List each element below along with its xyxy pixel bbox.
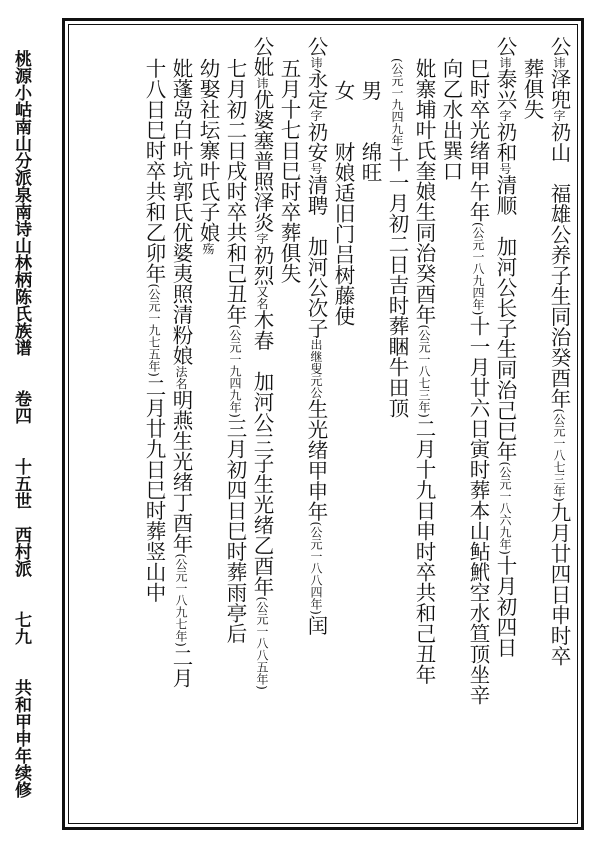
body-text: 十月初四日 [493, 554, 517, 658]
annotation-text: 号 [309, 162, 323, 175]
annotation-text: 字 [255, 232, 269, 245]
body-text: 闰 [304, 614, 328, 636]
body-text: 妣寨埔叶氏奎娘生同治癸酉年 [412, 58, 436, 325]
page-number: 七九 [11, 610, 31, 645]
body-text: 十一月初二日吉时葬睏牛田顶 [385, 151, 409, 418]
annotation-text: (公元一八九四年) [471, 222, 485, 316]
text-column [194, 36, 221, 816]
body-text: 公 [304, 36, 328, 57]
annotation-text: 字 [552, 109, 566, 122]
annotation-text: (公元一八八五年) [255, 596, 269, 690]
column-prefix: 公 [250, 36, 274, 57]
body-text: 礽和 [493, 121, 517, 163]
body-text: 公 [493, 36, 517, 57]
text-column [302, 36, 329, 816]
text-column [221, 36, 248, 816]
text-column [383, 36, 410, 816]
annotation-text: 讳 [255, 77, 269, 89]
body-text: 优婆塞普照泽炎 [250, 89, 274, 233]
body-text: 十八日巳时卒共和乙卯年 [142, 58, 166, 284]
annotation-text: 字 [498, 109, 512, 122]
body-text: 七月初二日戌时卒共和己丑年 [223, 58, 247, 325]
annotation-text: 讳 [552, 56, 566, 69]
body-text: 五月十七日巳时卒葬俱失 [277, 58, 301, 284]
annotation-text: (公元一九四九年) [228, 324, 242, 418]
body-text: 公 [547, 36, 571, 57]
text-column [248, 36, 275, 816]
annotation-text: 又名 [255, 285, 269, 310]
annotation-text: 字 [309, 109, 323, 122]
text-column [329, 36, 356, 816]
body-text: 妣 [250, 56, 274, 77]
edition-label: 共和甲申年续修 [11, 678, 31, 798]
body-text: 幼娶社坛寨叶氏子娘 [196, 58, 220, 243]
body-text: 永定 [304, 68, 328, 110]
annotation-text: (公元一八九七年) [174, 553, 188, 647]
annotation-text: (公元一八七三年) [552, 408, 566, 502]
text-column [518, 36, 545, 816]
annotation-text: 法名 [174, 365, 188, 390]
text-column [167, 36, 194, 816]
annotation-text: 讳 [309, 56, 323, 69]
body-text: 木春 加河公三子生光绪乙酉年 [250, 309, 274, 597]
body-text: 二月十九日申时卒共和己丑年 [412, 417, 436, 685]
page-margin-header [10, 50, 32, 826]
text-column [275, 36, 302, 816]
text-column [140, 36, 167, 816]
body-text: 妣蓬岛白叶坑郭氏优婆夷照清粉娘 [169, 58, 193, 366]
body-text: 清聘 加河公次子 [304, 174, 328, 339]
body-text: 明燕生光绪丁酉年 [169, 389, 193, 554]
text-column [491, 36, 518, 816]
annotation-text: (公元一九七五年) [147, 283, 161, 377]
body-text: 礽山 福雄公养子生同治癸酉年 [547, 121, 571, 409]
annotation-text: 讳 [498, 56, 512, 69]
body-text: 二月廿九日巳时葬竖山中 [142, 376, 166, 603]
text-column [356, 36, 383, 816]
body-text: 清顺 加河公长子生同治己巳年 [493, 174, 517, 462]
annotation-text: (公元一八六九年) [498, 461, 512, 555]
body-text: 向乙水出巽口 [439, 58, 463, 181]
body-text: 巳时卒光绪甲午年 [466, 58, 490, 222]
annotation-text: 号 [498, 162, 512, 175]
body-text: 男 绵旺 [358, 80, 382, 183]
annotation-text: 出继叟元公 [309, 338, 323, 399]
body-text: 生光绪甲申年 [304, 398, 328, 522]
body-text: 九月廿四日申时卒 [547, 501, 571, 666]
text-column [545, 36, 572, 816]
annotation-text: (公元一九四九年) [390, 58, 404, 152]
body-text: 女 财娘适旧门吕树藤使 [331, 80, 355, 326]
body-text: 十一月廿六日寅时葬本山鲇鮘空水笪顶坐辛 [466, 315, 490, 705]
body-text: 三月初四日巳时葬雨亭后 [223, 417, 247, 644]
body-text: 二月 [169, 646, 193, 688]
body-text: 礽安 [304, 121, 328, 163]
annotation-text: 殇 [201, 242, 215, 255]
body-text: 泰兴 [493, 68, 517, 110]
annotation-text: (公元一八七三年) [417, 324, 431, 418]
text-column [410, 36, 437, 816]
body-text: 泽兜 [547, 68, 571, 110]
text-column [437, 36, 464, 816]
book-title: 桃源小岵南山分派泉南诗山林柄陈氏族谱 [11, 50, 31, 356]
text-column [464, 36, 491, 816]
generation-label: 十五世 西村派 [11, 457, 31, 577]
volume-label: 卷四 [11, 389, 31, 424]
body-text: 礽烈 [250, 244, 274, 286]
body-text: 葬俱失 [520, 58, 544, 120]
genealogy-text [140, 36, 572, 816]
annotation-text: (公元一八八四年) [309, 521, 323, 615]
